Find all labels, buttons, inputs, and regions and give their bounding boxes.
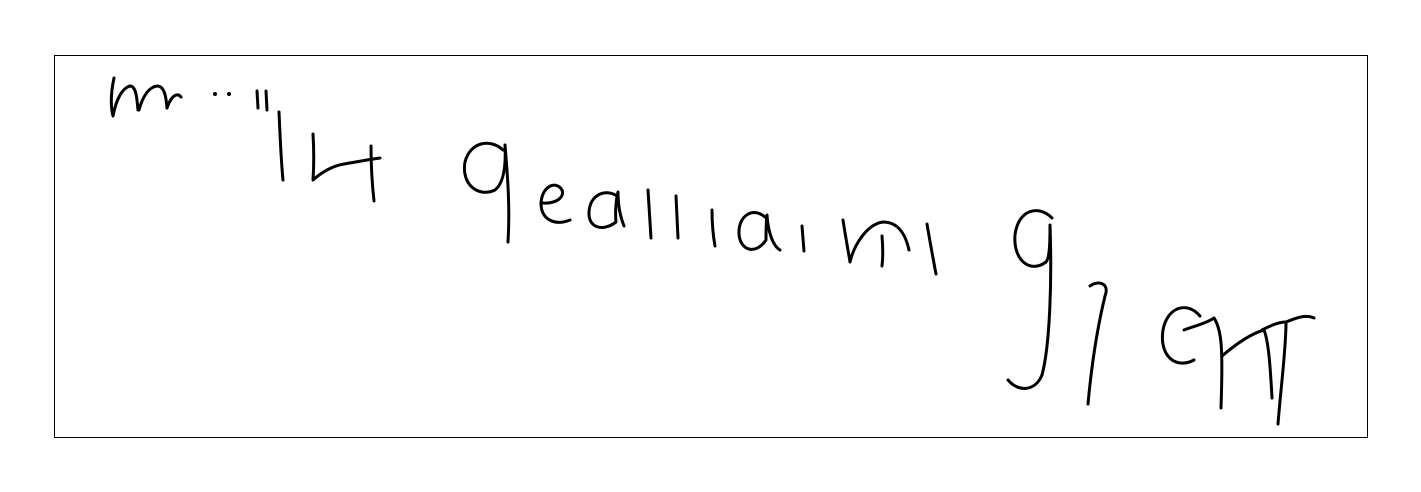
handwritten-word-2 — [313, 134, 380, 201]
handwritten-word-6 — [1162, 308, 1314, 424]
handwritten-word-3 — [464, 143, 936, 274]
handwritten-word-1 — [111, 78, 283, 180]
handwritten-word-4 — [1008, 211, 1052, 389]
handwritten-word-5 — [1088, 283, 1106, 404]
